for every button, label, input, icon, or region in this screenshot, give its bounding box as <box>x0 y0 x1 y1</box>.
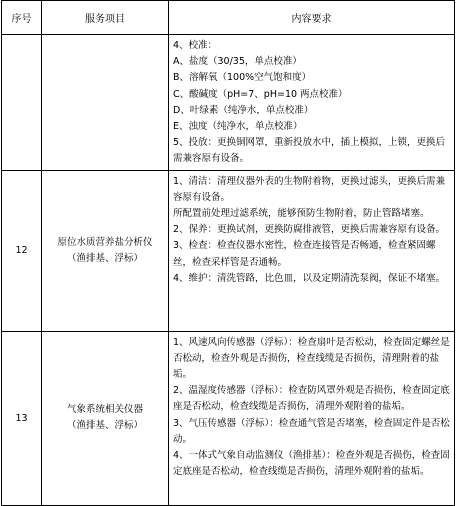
table-row <box>2 170 455 331</box>
content-line: E、浊度（纯净水，单点校准） <box>173 121 303 133</box>
content-line: 2、温湿度传感器（浮标）：检查防风罩外观是否损伤，检查固定底座是否松动，检查线缆是否损伤，清理外观附着的盐垢。 <box>173 385 450 413</box>
content-line: 5、投放：更换铜网罩，重新投放水中，插上模拟，上锁，更换后需兼容原有设备。 <box>173 137 446 165</box>
content-line: 2、保养：更换试剂，更换防腐排液管，更换后需兼容原有设备。 <box>173 224 446 236</box>
content-line: A、盐度（30/35，单点校准） <box>173 56 302 68</box>
content-line: 所配置前处理过滤系统，能够预防生物附着，防止管路堵塞。 <box>173 208 430 220</box>
row-content <box>169 35 455 171</box>
header-no: 序号 <box>2 1 42 35</box>
content-line: 1、风速风向传感器（浮标）：检查扇叶是否松动，检查固定螺丝是否松动，检查外观是否损伤，检查线缆是否损伤，清理附着的盐垢。 <box>173 336 450 381</box>
row-no <box>2 35 42 171</box>
service-table <box>1 0 455 506</box>
header-item: 服务项目 <box>42 1 169 35</box>
row-item-line: 气象系统相关仪器 <box>66 404 143 416</box>
table-row <box>2 35 455 171</box>
header-content: 内容要求 <box>169 1 455 35</box>
content-line: B、溶解氧（100%空气饱和度） <box>173 72 312 84</box>
content-line: 3、检查：检查仪器水密性，检查连接管是否畅通，检查紧固螺丝，检查采样管是否通畅。 <box>173 240 436 268</box>
row-content <box>169 331 455 505</box>
content-line: C、酸碱度（pH=7、pH=10 两点校准） <box>173 88 348 100</box>
content-line: 4、校准： <box>173 40 218 51</box>
row-no: 13 <box>2 331 42 505</box>
row-item-line: （渔排基、浮标） <box>66 420 143 432</box>
row-no: 12 <box>2 170 42 331</box>
row-item-line: （渔排基、浮标） <box>66 252 143 264</box>
row-content <box>169 170 455 331</box>
row-item-line: 原位水质营养盐分析仪 <box>57 236 153 248</box>
content-line: D、叶绿素（纯净水，单点校准） <box>173 104 314 116</box>
row-item <box>42 35 169 171</box>
row-item <box>42 170 169 331</box>
table-row <box>2 331 455 505</box>
content-line: 3、气压传感器（浮标）：检查通气管是否堵塞，检查固定件是否松动。 <box>173 417 450 445</box>
row-item <box>42 331 169 505</box>
table-header-row <box>2 1 455 35</box>
content-line: 1、清洁：清理仪器外表的生物附着物，更换过滤头，更换后需兼容原有设备。 <box>173 175 446 203</box>
content-line: 4、维护：清洗管路，比色皿，以及定期清洗泵阀，保证不堵塞。 <box>173 272 446 284</box>
content-line: 4、一体式气象自动监测仪（渔排基）：检查外观是否损伤，检查固定底座是否松动，检查线缆是否损伤，清理外观附着的盐垢。 <box>173 450 450 478</box>
